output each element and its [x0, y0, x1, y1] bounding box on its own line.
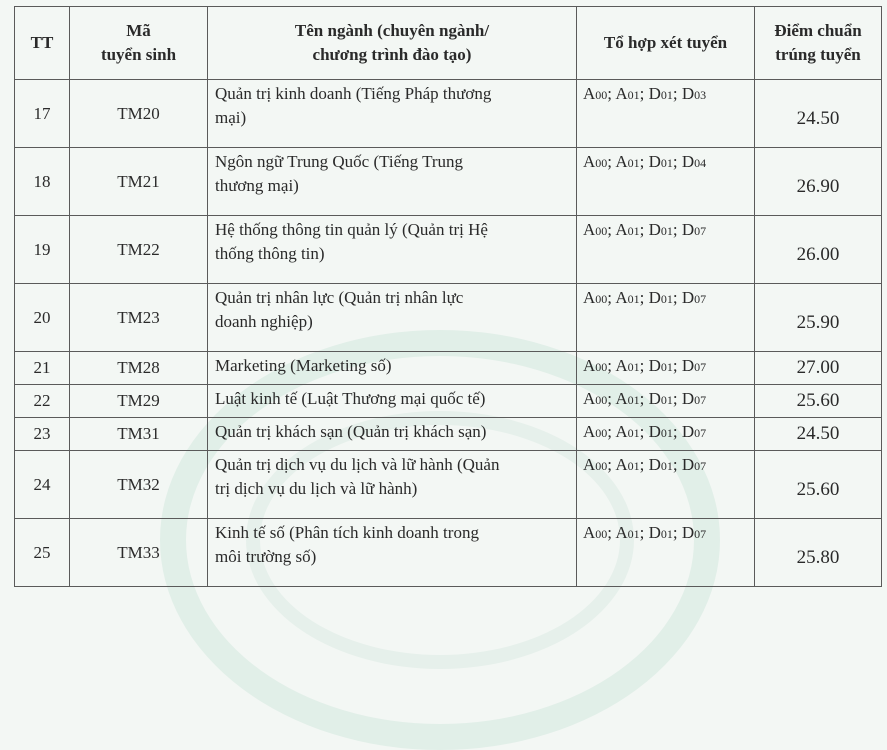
header-code-line: Mã	[126, 21, 151, 40]
header-score-line: trúng tuyển	[775, 45, 861, 64]
row-program-name	[208, 418, 577, 451]
subject-combo: A01	[615, 288, 640, 307]
subject-combo: D07	[681, 455, 707, 474]
program-name-line: doanh nghiệp)	[215, 312, 313, 331]
row-cutoff-score: 24.50	[755, 80, 882, 148]
row-cutoff-score: 25.60	[755, 451, 882, 519]
row-cutoff-score: 25.90	[755, 284, 882, 352]
subject-combo: A00	[583, 455, 608, 474]
subject-combo: D07	[681, 356, 707, 375]
table-row	[15, 148, 882, 216]
row-code: TM31	[70, 418, 208, 451]
subject-combo: D04	[681, 152, 707, 171]
row-program-name	[208, 216, 577, 284]
header-code-line: tuyển sinh	[100, 45, 177, 64]
row-tt: 17	[15, 80, 70, 148]
program-name-line: thương mại)	[215, 176, 299, 195]
table-row	[15, 80, 882, 148]
subject-combo: D01	[648, 220, 673, 239]
program-name-line: mại)	[215, 108, 247, 127]
table-row	[15, 284, 882, 352]
row-tt: 21	[15, 352, 70, 385]
program-name-line: Ngôn ngữ Trung Quốc (Tiếng Trung	[215, 152, 464, 171]
row-tt: 25	[15, 519, 70, 587]
row-subject-combos: A00; A01; D01; D03	[577, 80, 755, 148]
header-score-line: Điểm chuẩn	[774, 21, 862, 40]
subject-combo: D01	[648, 389, 673, 408]
subject-combo: A01	[615, 389, 640, 408]
subject-combo: A00	[583, 288, 608, 307]
program-name-line: Quản trị nhân lực (Quản trị nhân lực	[215, 288, 464, 307]
header-name-line: chương trình đào tạo)	[312, 45, 472, 64]
row-tt: 24	[15, 451, 70, 519]
row-subject-combos: A00; A01; D01; D07	[577, 284, 755, 352]
subject-combo: A00	[583, 220, 608, 239]
row-code: TM29	[70, 385, 208, 418]
subject-combo: D07	[681, 389, 707, 408]
subject-combo: A01	[615, 356, 640, 375]
subject-combo: A00	[583, 389, 608, 408]
row-tt: 22	[15, 385, 70, 418]
subject-combo: D01	[648, 422, 673, 441]
row-cutoff-score: 25.80	[755, 519, 882, 587]
header-tt: TT	[15, 7, 70, 80]
subject-combo: A01	[615, 455, 640, 474]
row-tt: 23	[15, 418, 70, 451]
subject-combo: D01	[648, 523, 673, 542]
row-program-name	[208, 352, 577, 385]
header-code	[70, 7, 208, 80]
program-name-line: Luật kinh tế (Luật Thương mại quốc tế)	[215, 389, 486, 408]
row-code: TM33	[70, 519, 208, 587]
row-subject-combos: A00; A01; D01; D07	[577, 519, 755, 587]
subject-combo: A01	[615, 152, 640, 171]
program-name-line: trị dịch vụ du lịch và lữ hành)	[215, 479, 418, 498]
subject-combo: D07	[681, 220, 707, 239]
row-subject-combos: A00; A01; D01; D04	[577, 148, 755, 216]
table-row	[15, 385, 882, 418]
program-name-line: thống thông tin)	[215, 244, 325, 263]
row-program-name	[208, 451, 577, 519]
program-name-line: môi trường số)	[215, 547, 317, 566]
row-code: TM28	[70, 352, 208, 385]
row-cutoff-score: 25.60	[755, 385, 882, 418]
row-code: TM23	[70, 284, 208, 352]
table-row	[15, 418, 882, 451]
table-body	[15, 80, 882, 587]
subject-combo: D01	[648, 84, 673, 103]
subject-combo: A00	[583, 356, 608, 375]
subject-combo: A01	[615, 84, 640, 103]
subject-combo: D07	[681, 422, 707, 441]
program-name-line: Quản trị dịch vụ du lịch và lữ hành (Quản	[215, 455, 500, 474]
subject-combo: D01	[648, 455, 673, 474]
subject-combo: D01	[648, 152, 673, 171]
subject-combo: D01	[648, 356, 673, 375]
row-subject-combos: A00; A01; D01; D07	[577, 451, 755, 519]
table-header-row	[15, 7, 882, 80]
program-name-line: Hệ thống thông tin quản lý (Quản trị Hệ	[215, 220, 488, 239]
subject-combo: A00	[583, 152, 608, 171]
row-code: TM20	[70, 80, 208, 148]
subject-combo: D07	[681, 523, 707, 542]
subject-combo: A00	[583, 84, 608, 103]
table-row	[15, 352, 882, 385]
row-tt: 19	[15, 216, 70, 284]
row-subject-combos: A00; A01; D01; D07	[577, 352, 755, 385]
row-program-name	[208, 284, 577, 352]
program-name-line: Quản trị kinh doanh (Tiếng Pháp thương	[215, 84, 492, 103]
row-cutoff-score: 26.90	[755, 148, 882, 216]
subject-combo: D03	[681, 84, 707, 103]
row-code: TM22	[70, 216, 208, 284]
row-program-name	[208, 385, 577, 418]
admission-scores-table	[14, 6, 882, 587]
subject-combo: A00	[583, 523, 608, 542]
header-combo: Tổ hợp xét tuyển	[577, 7, 755, 80]
program-name-line: Marketing (Marketing số)	[215, 356, 392, 375]
row-subject-combos: A00; A01; D01; D07	[577, 418, 755, 451]
program-name-line: Kinh tế số (Phân tích kinh doanh trong	[215, 523, 479, 542]
subject-combo: A01	[615, 422, 640, 441]
row-subject-combos: A00; A01; D01; D07	[577, 385, 755, 418]
subject-combo: A01	[615, 220, 640, 239]
header-name	[208, 7, 577, 80]
row-program-name	[208, 80, 577, 148]
row-tt: 20	[15, 284, 70, 352]
row-subject-combos: A00; A01; D01; D07	[577, 216, 755, 284]
row-code: TM21	[70, 148, 208, 216]
header-name-line: Tên ngành (chuyên ngành/	[294, 21, 490, 40]
table-row	[15, 216, 882, 284]
subject-combo: A01	[615, 523, 640, 542]
subject-combo: A00	[583, 422, 608, 441]
subject-combo: D07	[681, 288, 707, 307]
row-cutoff-score: 24.50	[755, 418, 882, 451]
subject-combo: D01	[648, 288, 673, 307]
row-program-name	[208, 148, 577, 216]
table-row	[15, 451, 882, 519]
program-name-line: Quản trị khách sạn (Quản trị khách sạn)	[215, 422, 487, 441]
row-tt: 18	[15, 148, 70, 216]
row-code: TM32	[70, 451, 208, 519]
header-score	[755, 7, 882, 80]
row-cutoff-score: 26.00	[755, 216, 882, 284]
row-cutoff-score: 27.00	[755, 352, 882, 385]
